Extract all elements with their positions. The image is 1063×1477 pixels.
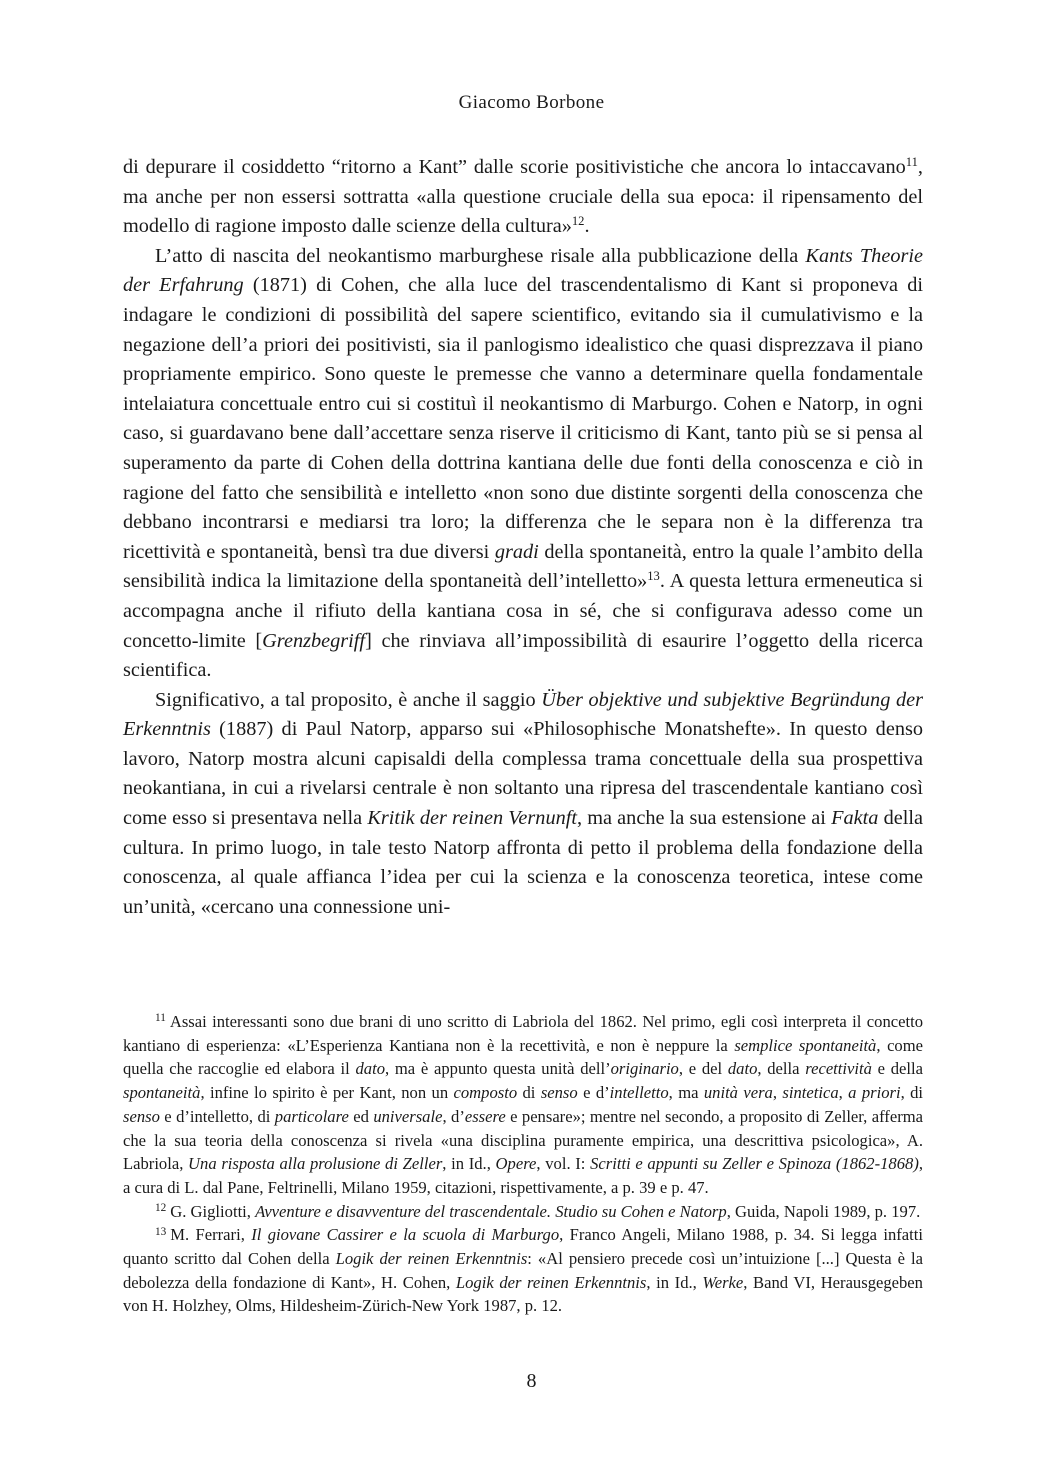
footnote-number: 12 [155, 1201, 167, 1214]
footnote-13: $^{13}$ M. Ferrari, Il giovane Cassirer e la scuola di Marburgo, Franco Angeli, Milano 1988, p. 34. Si legga infatti quanto scritto dal Cohen della Logik der reinen Erkenntnis: «Al pensiero precede così un’intuizione [...] Questa è la debolezza della fondazione di Kant», H. Cohen, Logik der reinen Erkenntnis, in Id., Werke, Band VI, Herausgegeben von H. Holzhey, Olms, Hildesheim-Zürich-New York 1987, p. 12. [123, 1225, 923, 1316]
footnote-ref-13[interactable]: 13 [647, 569, 660, 584]
footnote-number: 13 [155, 1225, 167, 1238]
footnote-number: 11 [155, 1012, 166, 1025]
running-head: Giacomo Borbone [458, 92, 605, 113]
page-number: 8 [526, 1370, 537, 1392]
paragraph-2: L’atto di nascita del neokantismo marburghese risale alla pubblicazione della Kants Theorie der Erfahrung (1871) di Cohen, che alla luce del trascendentalismo di Kant si proponeva di indagare le condizioni di possibilità del sapere scientifico, evitando sia il cumulativismo e la negazione dell’a priori dei positivisti, sia il panlogismo idealistico che quasi disprezzava il piano propriamente empirico. Sono queste le premesse che vanno a determinare quella fondamentale intelaiatura concettuale entro cui si costituì il neokantismo di Marburgo. Cohen e Natorp, in ogni caso, si guardavano bene dall’accettare senza riserve il criticismo di Kant, tanto più se si pensa al superamento da parte di Cohen della dottrina kantiana delle due fonti della conoscenza e ciò in ragione del fatto che sensibilità e intelletto «non sono due distinte sorgenti della conoscenza che debbano incontrarsi e mediarsi tra loro; la differenza che le separa non è la differenza tra ricettività e spontaneità, bensì tra due diversi gradi della spontaneità, entro la quale l’ambito della sensibilità indica la limitazione della spontaneità dell’intelletto»$^{13}$. A questa lettura ermeneutica si accompagna anche il rifiuto della kantiana cosa in sé, che si configurava adesso come un concetto-limite [Grenzbegriff] che rinviava all’impossibilità di esaurire l’oggetto della ricerca scientifica. [123, 244, 924, 682]
main-text [123, 153, 923, 922]
footnotes [123, 1010, 923, 1318]
paragraph-3: Significativo, a tal proposito, è anche il saggio Über objektive und subjektive Begründung der Erkenntnis (1887) di Paul Natorp, apparso sui «Philosophische Monatshefte». In questo denso lavoro, Natorp mostra alcuni capisaldi della complessa trama concettuale della sua prospettiva neokantiana, in cui a rivelarsi centrale è non soltanto una ripresa del trascendentale kantiano così come esso si presentava nella Kritik der reinen Vernunft, ma anche la sua estensione ai Fakta della cultura. In primo luogo, in tale testo Natorp affronta di petto il problema della fondazione della conoscenza, al quale affianca l’idea per cui la scienza e la conoscenza teoretica, intese come un’unità, «cercano una connessione uni- [123, 688, 924, 918]
footnote-ref-11[interactable]: 11 [905, 155, 918, 170]
footnote-11: $^{11}$ Assai interessanti sono due brani di uno scritto di Labriola del 1862. Nel primo, egli così interpreta il concetto kantiano di esperienza: «L’Esperienza Kantiana non è la recettività, e non è neppure la semplice spontaneità, come quella che raccoglie ed elabora il dato, ma è appunto questa unità dell’originario, e del dato, della recettività e della spontaneità, infine lo spirito è per Kant, non un composto di senso e d’intelletto, ma unità vera, sintetica, a priori, di senso e d’intelletto, di particolare ed universale, d’essere e pensare»; mentre nel secondo, a proposito di Zeller, afferma che la sua teoria della conoscenza si rivela «una disciplina puramente empirica, una descrittiva psicologica», A. Labriola, Una risposta alla prolusione di Zeller, in Id., Opere, vol. I: Scritti e appunti su Zeller e Spinoza (1862-1868), a cura di L. dal Pane, Feltrinelli, Milano 1959, citazioni, rispettivamente, a p. 39 e p. 47. [123, 1012, 924, 1197]
paragraph-1: di depurare il cosiddetto “ritorno a Kant” dalle scorie positivistiche che ancora lo intaccavano$^{11}$, ma anche per non essersi sottratta «alla questione cruciale della sua epoca: il ripensamento del modello di ragione imposto dalle scienze della cultura»$^{12}$. [123, 155, 923, 238]
footnote-12: $^{12}$ G. Gigliotti, Avventure e disavventure del trascendentale. Studio su Cohen e Natorp, Guida, Napoli 1989, p. 197. [155, 1201, 921, 1221]
footnote-ref-12[interactable]: 12 [571, 214, 585, 229]
